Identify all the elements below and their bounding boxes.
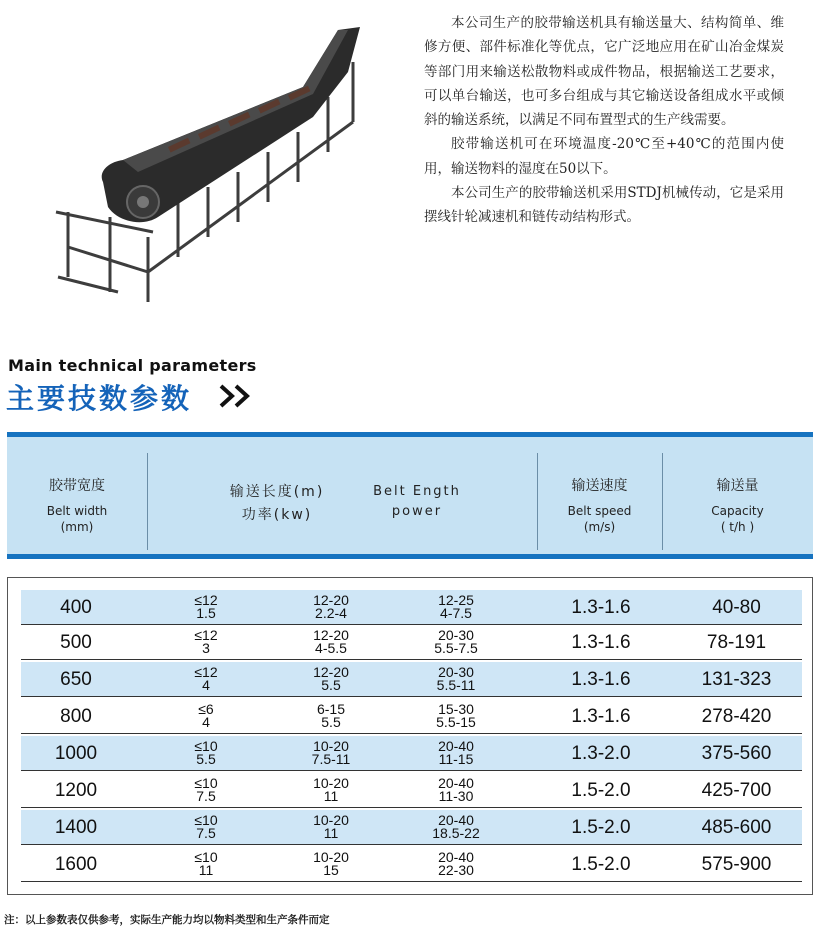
table-row <box>21 736 802 771</box>
cell-value: ≤12 <box>194 592 218 608</box>
header-length-power-zh <box>197 437 357 554</box>
header-speed-en: Belt speed <box>567 504 632 518</box>
cell-width: 1600 <box>54 854 98 875</box>
table-row <box>21 773 802 808</box>
cell-value: 20-40 <box>438 775 474 791</box>
intro-paragraph-3: 本公司生产的胶带输送机采用STDJ机械传动，它是采用摆线针轮减速机和链传动结构形式。 <box>424 185 784 226</box>
cell-speed: 1.3-1.6 <box>571 669 631 690</box>
cell-value: 7.5 <box>196 788 216 804</box>
cell-length-power-3 <box>411 662 501 697</box>
header-capacity-zh: 输送量 <box>716 478 759 494</box>
cell-value: ≤12 <box>194 627 218 643</box>
cell-speed: 1.3-1.6 <box>571 597 631 618</box>
cell-value: 11 <box>323 825 339 841</box>
header-length-power-en <box>347 437 487 554</box>
cell-length-power-3 <box>411 810 501 845</box>
cell-value: 10-20 <box>313 775 349 791</box>
header-width-unit: (mm) <box>60 520 94 534</box>
cell-value: 11 <box>198 862 214 878</box>
cell-length-power-1 <box>161 810 251 845</box>
cell-value: 4 <box>202 714 210 730</box>
footnote: 注：以上参数表仅供参考，实际生产能力均以物料类型和生产条件而定 <box>4 914 330 926</box>
cell-value: 5.5 <box>321 677 341 693</box>
cell-length-power-2 <box>286 773 376 808</box>
cell-capacity: 78-191 <box>706 632 767 653</box>
cell-value: 15 <box>323 862 339 878</box>
cell-length-power-1 <box>161 662 251 697</box>
cell-value: 12-25 <box>438 592 474 608</box>
header-width-en: Belt width <box>46 504 108 518</box>
cell-value: 10-20 <box>313 812 349 828</box>
cell-value: 11-15 <box>438 751 474 767</box>
table-row <box>21 847 802 882</box>
cell-capacity: 131-323 <box>701 669 772 690</box>
cell-length-power-3 <box>411 699 501 734</box>
cell-value: 2.2-4 <box>315 605 347 621</box>
cell-length-power-3 <box>411 847 501 882</box>
cell-width: 1200 <box>54 780 98 801</box>
header-width-zh: 胶带宽度 <box>49 478 105 494</box>
cell-capacity: 425-700 <box>701 780 772 801</box>
cell-value: 11-30 <box>438 788 474 804</box>
cell-value: 22-30 <box>438 862 474 878</box>
belt-conveyor-image <box>48 22 368 312</box>
cell-length-power-1 <box>161 625 251 660</box>
header-belt-speed <box>537 437 662 554</box>
cell-capacity: 485-600 <box>701 817 772 838</box>
cell-capacity: 40-80 <box>712 597 761 618</box>
cell-value: 11 <box>323 788 339 804</box>
cell-value: 1.5 <box>196 605 216 621</box>
parameters-table <box>7 577 813 895</box>
cell-length-power-2 <box>286 662 376 697</box>
cell-speed: 1.3-1.6 <box>571 706 631 727</box>
cell-value: 4-7.5 <box>440 605 472 621</box>
header-belt-width <box>7 437 147 554</box>
cell-value: 20-30 <box>438 627 474 643</box>
table-row <box>21 699 802 734</box>
cell-width: 1400 <box>54 817 98 838</box>
cell-capacity: 375-560 <box>701 743 772 764</box>
cell-speed: 1.5-2.0 <box>571 817 631 838</box>
header-length-zh: 输送长度(m) <box>229 484 325 500</box>
cell-width: 500 <box>60 632 92 653</box>
cell-value: 12-20 <box>313 664 349 680</box>
cell-value: 12-20 <box>313 627 349 643</box>
table-row <box>21 590 802 625</box>
cell-value: 20-30 <box>438 664 474 680</box>
cell-length-power-3 <box>411 625 501 660</box>
cell-length-power-1 <box>161 736 251 771</box>
cell-value: 7.5 <box>196 825 216 841</box>
cell-value: 5.5-15 <box>436 714 476 730</box>
cell-value: ≤10 <box>194 849 218 865</box>
cell-width: 400 <box>60 597 92 618</box>
cell-value: ≤10 <box>194 812 218 828</box>
cell-length-power-2 <box>286 847 376 882</box>
cell-length-power-2 <box>286 736 376 771</box>
cell-length-power-2 <box>286 810 376 845</box>
cell-value: 5.5-7.5 <box>434 640 478 656</box>
header-speed-unit: (m/s) <box>583 520 616 534</box>
cell-value: 10-20 <box>313 849 349 865</box>
header-divider <box>147 453 148 550</box>
cell-value: 12-20 <box>313 592 349 608</box>
cell-value: 15-30 <box>438 701 474 717</box>
header-capacity <box>662 437 813 554</box>
section-title-zh: 主要技数参数 <box>6 382 193 415</box>
header-speed-zh: 输送速度 <box>571 478 628 494</box>
table-row <box>21 810 802 845</box>
cell-value: 6-15 <box>316 701 346 717</box>
header-capacity-unit: ( t/h ) <box>720 520 755 534</box>
cell-width: 1000 <box>54 743 98 764</box>
intro-paragraph-2: 胶带输送机可在环境温度-20℃至+40℃的范围内使用，输送物料的湿度在50以下。 <box>424 136 784 177</box>
cell-value: 4 <box>202 677 210 693</box>
cell-length-power-3 <box>411 590 501 625</box>
cell-value: 18.5-22 <box>432 825 480 841</box>
cell-value: 3 <box>202 640 210 656</box>
cell-length-power-1 <box>161 699 251 734</box>
header-power-zh: 功率(kw) <box>241 507 313 523</box>
header-length-en: Belt Ength <box>373 484 461 499</box>
cell-value: 4-5.5 <box>315 640 347 656</box>
table-header <box>7 432 813 559</box>
cell-value: 5.5 <box>196 751 216 767</box>
cell-speed: 1.5-2.0 <box>571 854 631 875</box>
intro-paragraph-1: 本公司生产的胶带输送机具有输送量大、结构简单、维修方便、部件标准化等优点，它广泛地应用在矿山冶金煤炭等部门用来输送松散物料或成件物品，根据输送工艺要求，可以单台输送，也可多台组成与其它输送设备组成水平或倾斜的输送系统，以满足不同布置型式的生产线需要。 <box>424 15 784 129</box>
header-power-en: power <box>391 504 443 519</box>
section-title-en: Main technical parameters <box>8 356 257 375</box>
double-chevron-right-icon <box>218 383 256 409</box>
cell-length-power-2 <box>286 625 376 660</box>
cell-length-power-1 <box>161 847 251 882</box>
cell-length-power-1 <box>161 773 251 808</box>
cell-value: 20-40 <box>438 849 474 865</box>
cell-length-power-2 <box>286 590 376 625</box>
cell-capacity: 278-420 <box>701 706 772 727</box>
cell-value: 7.5-11 <box>311 751 351 767</box>
cell-value: ≤10 <box>194 775 218 791</box>
cell-value: 5.5-11 <box>436 677 476 693</box>
cell-value: 5.5 <box>321 714 341 730</box>
table-row <box>21 625 802 660</box>
cell-width: 800 <box>60 706 92 727</box>
cell-length-power-3 <box>411 736 501 771</box>
cell-length-power-1 <box>161 590 251 625</box>
cell-value: ≤10 <box>194 738 218 754</box>
intro-text <box>424 11 784 230</box>
cell-speed: 1.3-1.6 <box>571 632 631 653</box>
table-row <box>21 662 802 697</box>
header-capacity-en: Capacity <box>711 504 764 518</box>
cell-length-power-2 <box>286 699 376 734</box>
cell-length-power-3 <box>411 773 501 808</box>
cell-speed: 1.3-2.0 <box>571 743 631 764</box>
cell-value: 10-20 <box>313 738 349 754</box>
cell-value: 20-40 <box>438 738 474 754</box>
cell-value: ≤6 <box>198 701 214 717</box>
cell-capacity: 575-900 <box>701 854 772 875</box>
cell-value: 20-40 <box>438 812 474 828</box>
cell-value: ≤12 <box>194 664 218 680</box>
cell-speed: 1.5-2.0 <box>571 780 631 801</box>
cell-width: 650 <box>60 669 92 690</box>
